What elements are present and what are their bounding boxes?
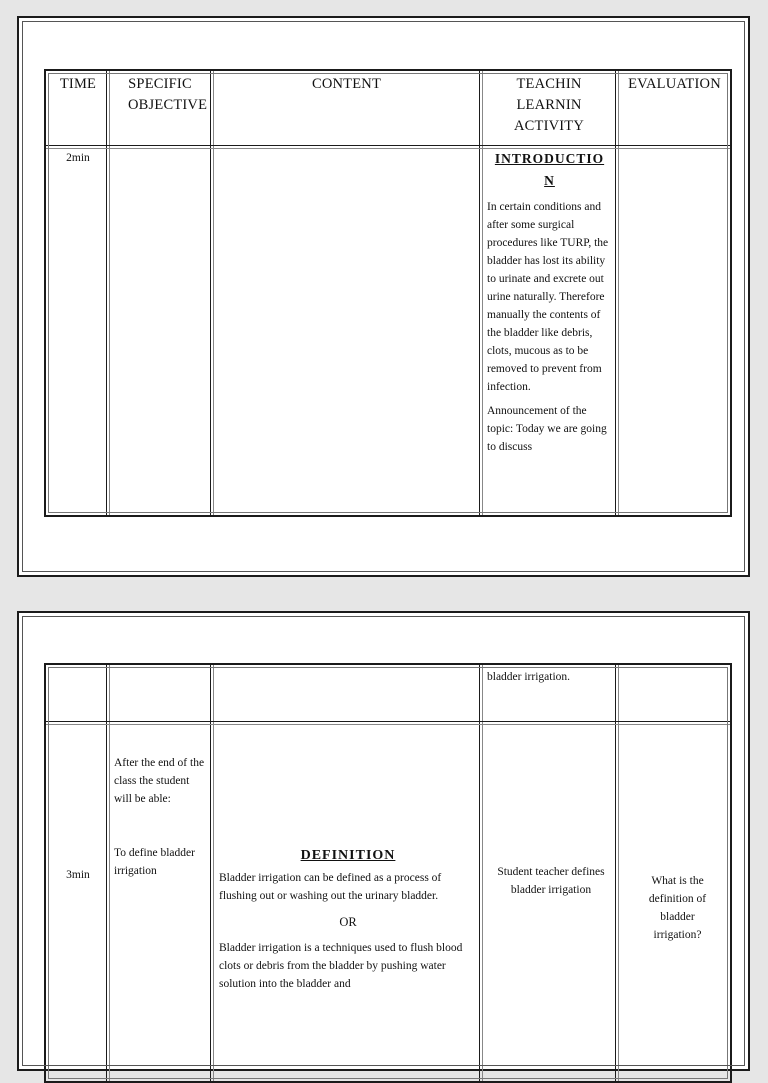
definition-text: Bladder irrigation can be defined as a process of flushing out or washing out the urinary bladder. — [219, 872, 442, 902]
header-teaching-learning-activity: TEACHIN LEARNIN ACTIVITY — [513, 76, 585, 134]
teaching-cell: Student teacher defines bladder irrigation — [497, 866, 605, 896]
header-time: TIME — [59, 76, 97, 92]
objective-intro: After the end of the class the student will be able: — [114, 757, 205, 805]
column-divider — [615, 71, 619, 515]
objective-cell — [114, 754, 208, 880]
time-cell: 3min — [66, 869, 90, 881]
content-cell — [219, 845, 477, 993]
lesson-plan-table — [44, 663, 732, 1083]
column-divider — [479, 71, 483, 515]
column-divider — [615, 665, 619, 1081]
document-page-2 — [17, 611, 750, 1071]
objective-item: To define bladder irrigation — [114, 847, 195, 877]
section-heading: INTRODUCTIO N — [494, 151, 605, 188]
header-specific-objective: SPECIFIC OBJECTIVE — [128, 76, 208, 113]
column-divider — [106, 665, 110, 1081]
teaching-paragraph: Announcement of the topic: Today we are going to discuss — [487, 405, 607, 453]
header-content: CONTENT — [311, 76, 382, 92]
or-separator: OR — [339, 915, 357, 929]
header-evaluation: EVALUATION — [628, 76, 721, 92]
column-divider — [106, 71, 110, 515]
column-divider — [479, 665, 483, 1081]
document-page-1 — [17, 16, 750, 577]
definition-text: Bladder irrigation is a techniques used to flush blood clots or debris from the bladder by pushing water solution into the bladder and — [219, 942, 463, 990]
row-divider — [46, 145, 730, 149]
definition-heading: DEFINITION — [300, 848, 396, 863]
lesson-plan-table — [44, 69, 732, 517]
teaching-paragraph: In certain conditions and after some surgical procedures like TURP, the bladder has lost its ability to urinate and excrete out urine naturally. Therefore manually the contents of the bladder like debris, clots, mucous as to be removed to prevent from infection. — [487, 201, 609, 393]
row-divider — [46, 721, 730, 725]
column-divider — [210, 665, 214, 1081]
column-divider — [210, 71, 214, 515]
time-cell: 2min — [66, 152, 90, 164]
teaching-cell-continued: bladder irrigation. — [487, 671, 571, 683]
teaching-cell — [487, 148, 612, 456]
evaluation-cell: What is the definition of bladder irrigation? — [648, 875, 707, 941]
